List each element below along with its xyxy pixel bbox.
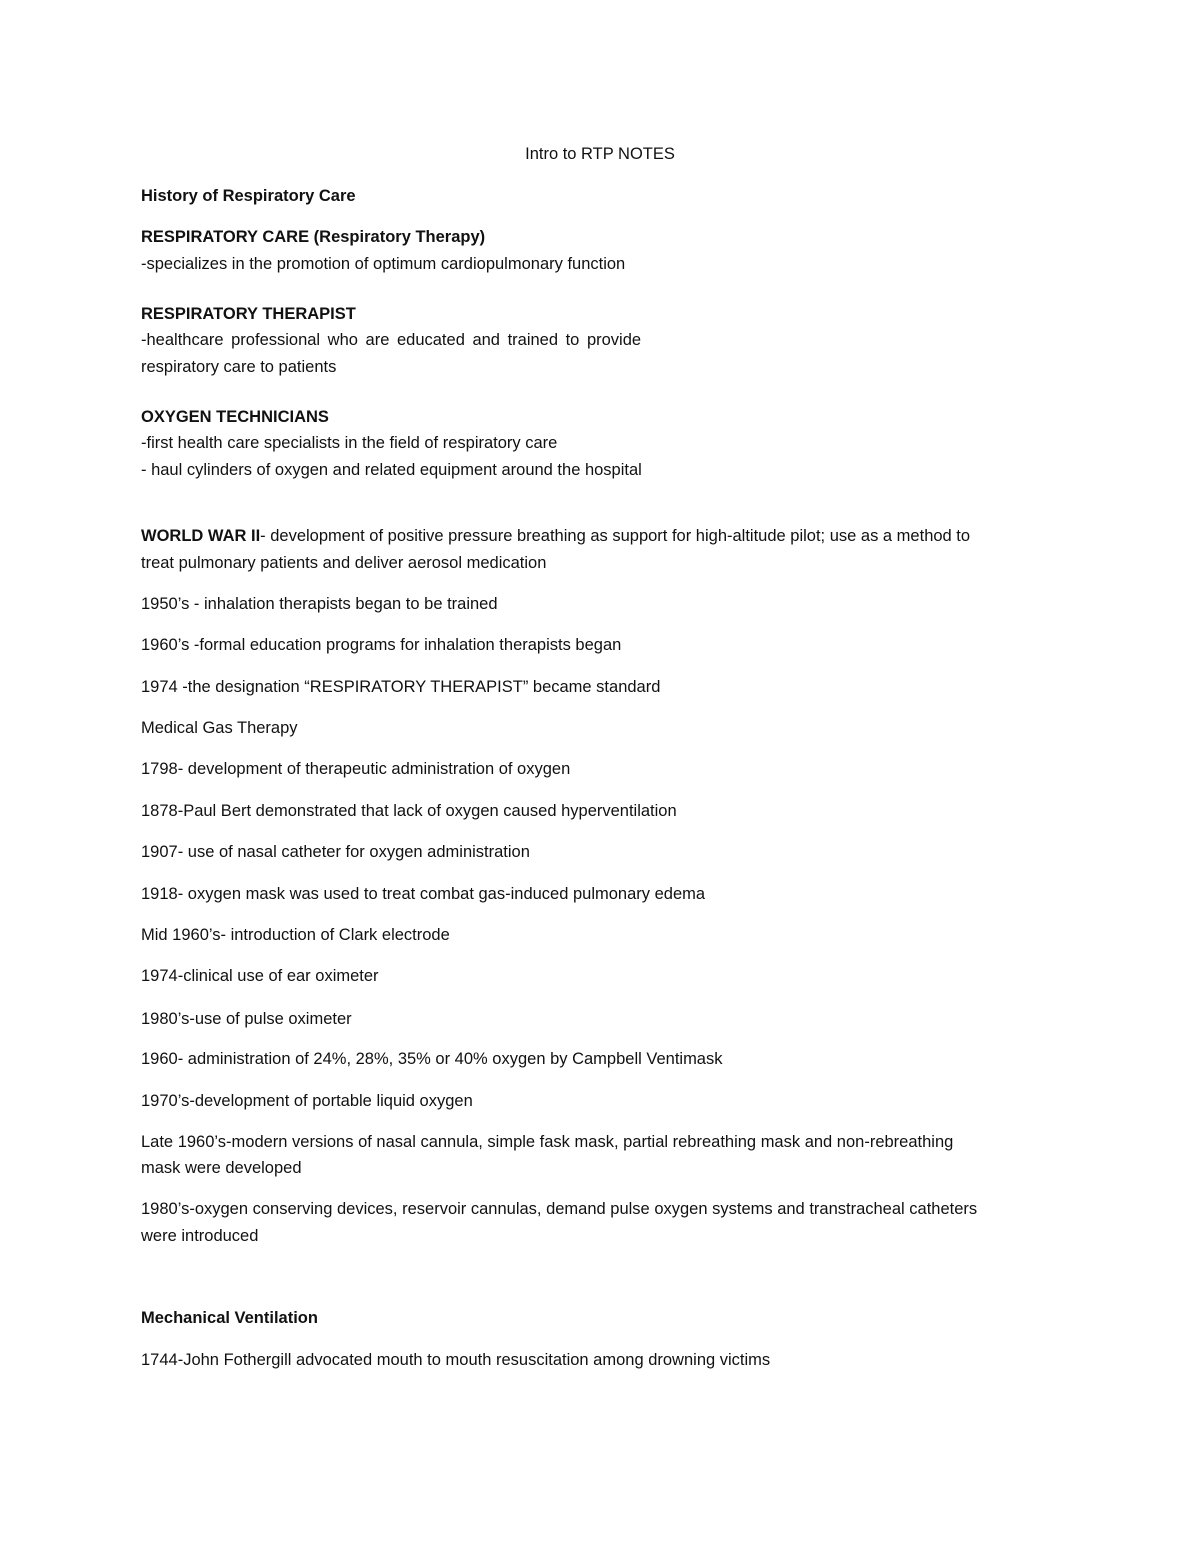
- definition-respiratory-therapist-line-2: respiratory care to patients: [141, 358, 337, 376]
- history-item: 1974 -the designation “RESPIRATORY THERAPIST” became standard: [141, 678, 661, 696]
- history-item: 1960’s -formal education programs for inhalation therapists began: [141, 636, 622, 654]
- medical-gas-1980-line-2: were introduced: [141, 1227, 259, 1245]
- term-respiratory-therapist: RESPIRATORY THERAPIST: [141, 305, 356, 323]
- medical-gas-item: Mid 1960’s- introduction of Clark electrode: [141, 926, 450, 944]
- medical-gas-item: 1918- oxygen mask was used to treat combat gas-induced pulmonary edema: [141, 885, 706, 903]
- term-respiratory-care: RESPIRATORY CARE (Respiratory Therapy): [141, 228, 486, 246]
- history-item: 1950’s - inhalation therapists began to be trained: [141, 595, 498, 613]
- ww2-paragraph-line-1: [141, 525, 970, 547]
- definition-oxygen-technicians-line-1: -first health care specialists in the field of respiratory care: [141, 434, 558, 452]
- definition-oxygen-technicians-line-2: - haul cylinders of oxygen and related equipment around the hospital: [141, 461, 642, 479]
- medical-gas-item: 1960- administration of 24%, 28%, 35% or 40% oxygen by Campbell Ventimask: [141, 1050, 723, 1068]
- medical-gas-item: 1798- development of therapeutic administration of oxygen: [141, 760, 571, 778]
- medical-gas-item: 1970’s-development of portable liquid oxygen: [141, 1092, 473, 1110]
- medical-gas-late-1960-line-1: Late 1960’s-modern versions of nasal cannula, simple fask mask, partial rebreathing mask and non-rebreathing: [141, 1133, 954, 1151]
- section-heading-history: History of Respiratory Care: [141, 187, 356, 205]
- medical-gas-late-1960-line-2: mask were developed: [141, 1159, 302, 1177]
- ww2-label: WORLD WAR II: [141, 527, 261, 545]
- section-heading-mechanical-ventilation: Mechanical Ventilation: [141, 1309, 318, 1327]
- medical-gas-item: 1907- use of nasal catheter for oxygen administration: [141, 843, 530, 861]
- term-oxygen-technicians: OXYGEN TECHNICIANS: [141, 408, 329, 426]
- medical-gas-item: 1878-Paul Bert demonstrated that lack of oxygen caused hyperventilation: [141, 802, 677, 820]
- definition-respiratory-care: -specializes in the promotion of optimum cardiopulmonary function: [141, 255, 626, 273]
- medical-gas-item: 1980’s-use of pulse oximeter: [141, 1010, 352, 1028]
- definition-respiratory-therapist-line-1: -healthcare professional who are educated and trained to provide: [141, 331, 642, 349]
- medical-gas-item: 1974-clinical use of ear oximeter: [141, 967, 379, 985]
- medical-gas-1980-line-1: 1980’s-oxygen conserving devices, reservoir cannulas, demand pulse oxygen systems and transtracheal catheters: [141, 1200, 978, 1218]
- section-heading-medical-gas: Medical Gas Therapy: [141, 719, 298, 737]
- mechanical-item: 1744-John Fothergill advocated mouth to mouth resuscitation among drowning victims: [141, 1351, 771, 1369]
- ww2-paragraph-line-2: treat pulmonary patients and deliver aerosol medication: [141, 554, 547, 572]
- document-title: Intro to RTP NOTES: [525, 145, 675, 163]
- ww2-text: - development of positive pressure breathing as support for high-altitude pilot; use as a method to: [260, 527, 971, 545]
